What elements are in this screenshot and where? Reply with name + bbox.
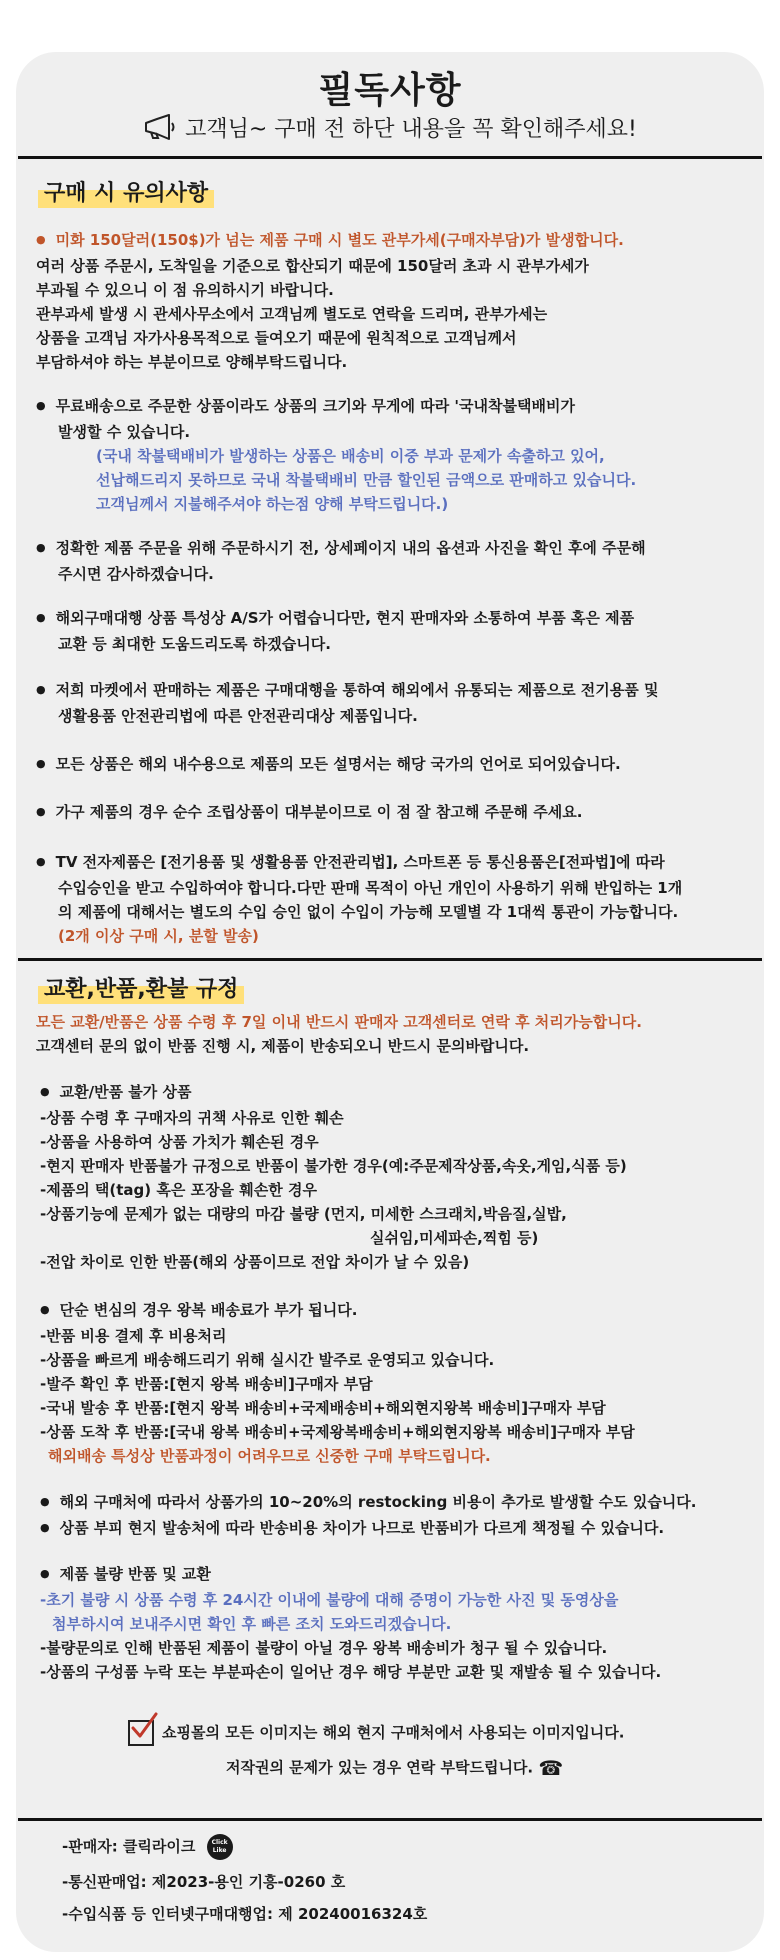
safety-block [36,678,751,728]
tv-block [36,850,756,948]
returns-alert: 모든 교환/반품은 상품 수령 후 7일 이내 반드시 판매자 고객센터로 연락 후 처리가능합니다. [36,1013,642,1031]
restocking-line: ● 해외 구매처에 따라서 상품가의 10~20%의 restocking 비용이 추가로 발생할 수도 있습니다. [40,1490,760,1516]
tv-line: 수입승인을 받고 수입하여야 합니다.다만 판매 목적이 아닌 개인이 사용하기 위해 반입하는 1개 [58,879,683,897]
tv-line: ● TV 전자제품은 [전기용품 및 생활용품 안전관리법], 스마트폰 등 통신용품은[전파법]에 따라 [36,850,756,876]
defect-title: ● 제품 불량 반품 및 교환 [40,1562,760,1588]
no-return-item: 실쉬임,미세파손,찍힘 등) [370,1229,539,1247]
page-title: 필독사항 [318,70,462,111]
as-block [36,606,751,656]
change-mind-item: -상품 도착 후 반품:[국내 왕복 배송비+국제왕복배송비+해외현지왕복 배송비]구매자 부담 [40,1423,635,1441]
change-mind-item: -상품을 빠르게 배송해드리기 위해 실시간 발주로 운영되고 있습니다. [40,1351,495,1369]
furniture-line: ● 가구 제품의 경우 순수 조립상품이 대부분이므로 이 점 잘 참고해 주문해 주세요. [36,800,751,826]
furniture-block [36,800,751,826]
image-notice-text: 저작권의 문제가 있는 경우 연락 부탁드립니다. [226,1758,534,1777]
no-return-item: -현지 판매자 반품불가 규정으로 반품이 불가한 경우(예:주문제작상품,속옷,게임,식품 등) [40,1157,627,1175]
shipping-note: 선납해드리지 못하므로 국내 착불택배비 만큼 할인된 금액으로 판매하고 있습니다. [96,471,637,489]
image-notice-line2 [226,1756,563,1780]
customs-line: 부담하셔야 하는 부분이므로 양해부탁드립니다. [36,353,348,371]
image-notice-text: 쇼핑몰의 모든 이미지는 해외 현지 구매처에서 사용되는 이미지입니다. [162,1723,625,1742]
manual-block [36,752,751,778]
no-return-block [40,1080,755,1274]
tv-line: 의 제품에 대해서는 별도의 수입 승인 없이 수입이 가능해 모델별 각 1대씩 통관이 가능합니다. [58,903,679,921]
returns-alert-sub: 고객센터 문의 없이 반품 진행 시, 제품이 반송되오니 반드시 문의바랍니다. [36,1037,530,1055]
shipping-line: 발생할 수 있습니다. [58,423,191,441]
checkbox-icon [128,1720,154,1746]
customs-line: 상품을 고객님 자가사용목적으로 들여오기 때문에 원칙적으로 고객님께서 [36,329,517,347]
no-return-item: -상품을 사용하여 상품 가치가 훼손된 경우 [40,1133,319,1151]
shipping-note: 고객님께서 지불해주셔야 하는점 양해 부탁드립니다.) [96,495,449,513]
customs-line: 부과될 수 있으니 이 점 유의하시기 바랍니다. [36,281,334,299]
page-subtitle [0,112,780,146]
purchase-section-heading: 구매 시 유의사항 [38,176,214,207]
options-line: 주시면 감사하겠습니다. [58,565,214,583]
change-mind-item: -국내 발송 후 반품:[현지 왕복 배송비+국제배송비+해외현지왕복 배송비]구매자 부담 [40,1399,606,1417]
defect-item: -상품의 구성품 누락 또는 부분파손이 일어난 경우 해당 부분만 교환 및 재발송 될 수 있습니다. [40,1663,662,1681]
manual-line: ● 모든 상품은 해외 내수용으로 제품의 모든 설명서는 해당 국가의 언어로 되어있습니다. [36,752,751,778]
restocking-block [40,1490,760,1542]
shipping-note: (국내 착불택배비가 발생하는 상품은 배송비 이중 부과 문제가 속출하고 있어, [96,447,605,465]
subtitle-text: 고객님~ 구매 전 하단 내용을 꼭 확인해주세요! [185,117,637,142]
seller-logo: Click Like [207,1834,233,1860]
safety-line: ● 저희 마켓에서 판매하는 제품은 구매대행을 통하여 해외에서 유통되는 제품으로 전기용품 및 [36,678,751,704]
no-return-item: -상품기능에 문제가 없는 대량의 마감 불량 (먼지, 미세한 스크래치,박음질,실밥, [40,1205,567,1223]
safety-line: 생활용품 안전관리법에 따른 안전관리대상 제품입니다. [58,707,418,725]
change-mind-note: 해외배송 특성상 반품과정이 어려우므로 신중한 구매 부탁드립니다. [48,1447,491,1465]
defect-block [40,1562,760,1684]
as-line: ● 해외구매대행 상품 특성상 A/S가 어렵습니다만, 현지 판매자와 소통하여 부품 혹은 제품 [36,606,751,632]
returns-alert-block [36,1010,756,1058]
no-return-item: -전압 차이로 인한 반품(해외 상품이므로 전압 차이가 날 수 있음) [40,1253,470,1271]
options-line: ● 정확한 제품 주문을 위해 주문하시기 전, 상세페이지 내의 옵션과 사진을 확인 후에 주문해 [36,536,751,562]
seller-name: -판매자: 클릭라이크 [62,1837,196,1856]
divider [18,1818,762,1821]
divider [18,958,762,961]
customs-line: 관부과세 발생 시 관세사무소에서 고객님께 별도로 연락을 드리며, 관부가세는 [36,305,548,323]
change-mind-title: ● 단순 변심의 경우 왕복 배송료가 부가 됩니다. [40,1298,760,1324]
no-return-item: -제품의 택(tag) 혹은 포장을 훼손한 경우 [40,1181,317,1199]
restocking-line: ● 상품 부피 현지 발송처에 따라 반송비용 차이가 나므로 반품비가 다르게 책정될 수 있습니다. [40,1516,760,1542]
change-mind-item: -반품 비용 결제 후 비용처리 [40,1327,227,1345]
options-block [36,536,751,586]
no-return-item: -상품 수령 후 구매자의 귀책 사유로 인한 훼손 [40,1109,344,1127]
import-agent-line: -수입식품 등 인터넷구매대행업: 제 20240016324호 [62,1905,428,1923]
change-mind-block [40,1298,760,1468]
customs-block [36,228,751,374]
as-line: 교환 등 최대한 도움드리도록 하겠습니다. [58,635,331,653]
no-return-title: ● 교환/반품 불가 상품 [40,1080,755,1106]
defect-note: 첨부하시여 보내주시면 확인 후 빠른 조치 도와드리겠습니다. [52,1615,452,1633]
shipping-block [36,394,751,516]
seller-line [62,1834,777,1860]
divider [18,156,762,159]
defect-item: -불량문의로 인해 반품된 제품이 불량이 아닐 경우 왕복 배송비가 청구 될 수 있습니다. [40,1639,608,1657]
telephone-icon: ☎ [538,1756,564,1780]
customs-line: 여러 상품 주문시, 도착일을 기준으로 합산되기 때문에 150달러 초과 시 관부가세가 [36,257,589,275]
image-notice-line1 [128,1720,624,1746]
megaphone-icon [143,114,177,146]
shipping-line: ● 무료배송으로 주문한 상품이라도 상품의 크기와 무게에 따라 '국내착불택배비가 [36,394,751,420]
returns-section-heading: 교환,반품,환불 규정 [38,972,244,1003]
customs-alert: ● 미화 150달러(150$)가 넘는 제품 구매 시 별도 관부가세(구매자부담)가 발생합니다. [36,228,751,254]
defect-note: -초기 불량 시 상품 수령 후 24시간 이내에 불량에 대해 증명이 가능한 사진 및 동영상을 [40,1591,619,1609]
change-mind-item: -발주 확인 후 반품:[현지 왕복 배송비]구매자 부담 [40,1375,373,1393]
tv-note: (2개 이상 구매 시, 분할 발송) [58,927,259,945]
mail-order-line: -통신판매업: 제2023-용인 기흥-0260 호 [62,1873,346,1891]
